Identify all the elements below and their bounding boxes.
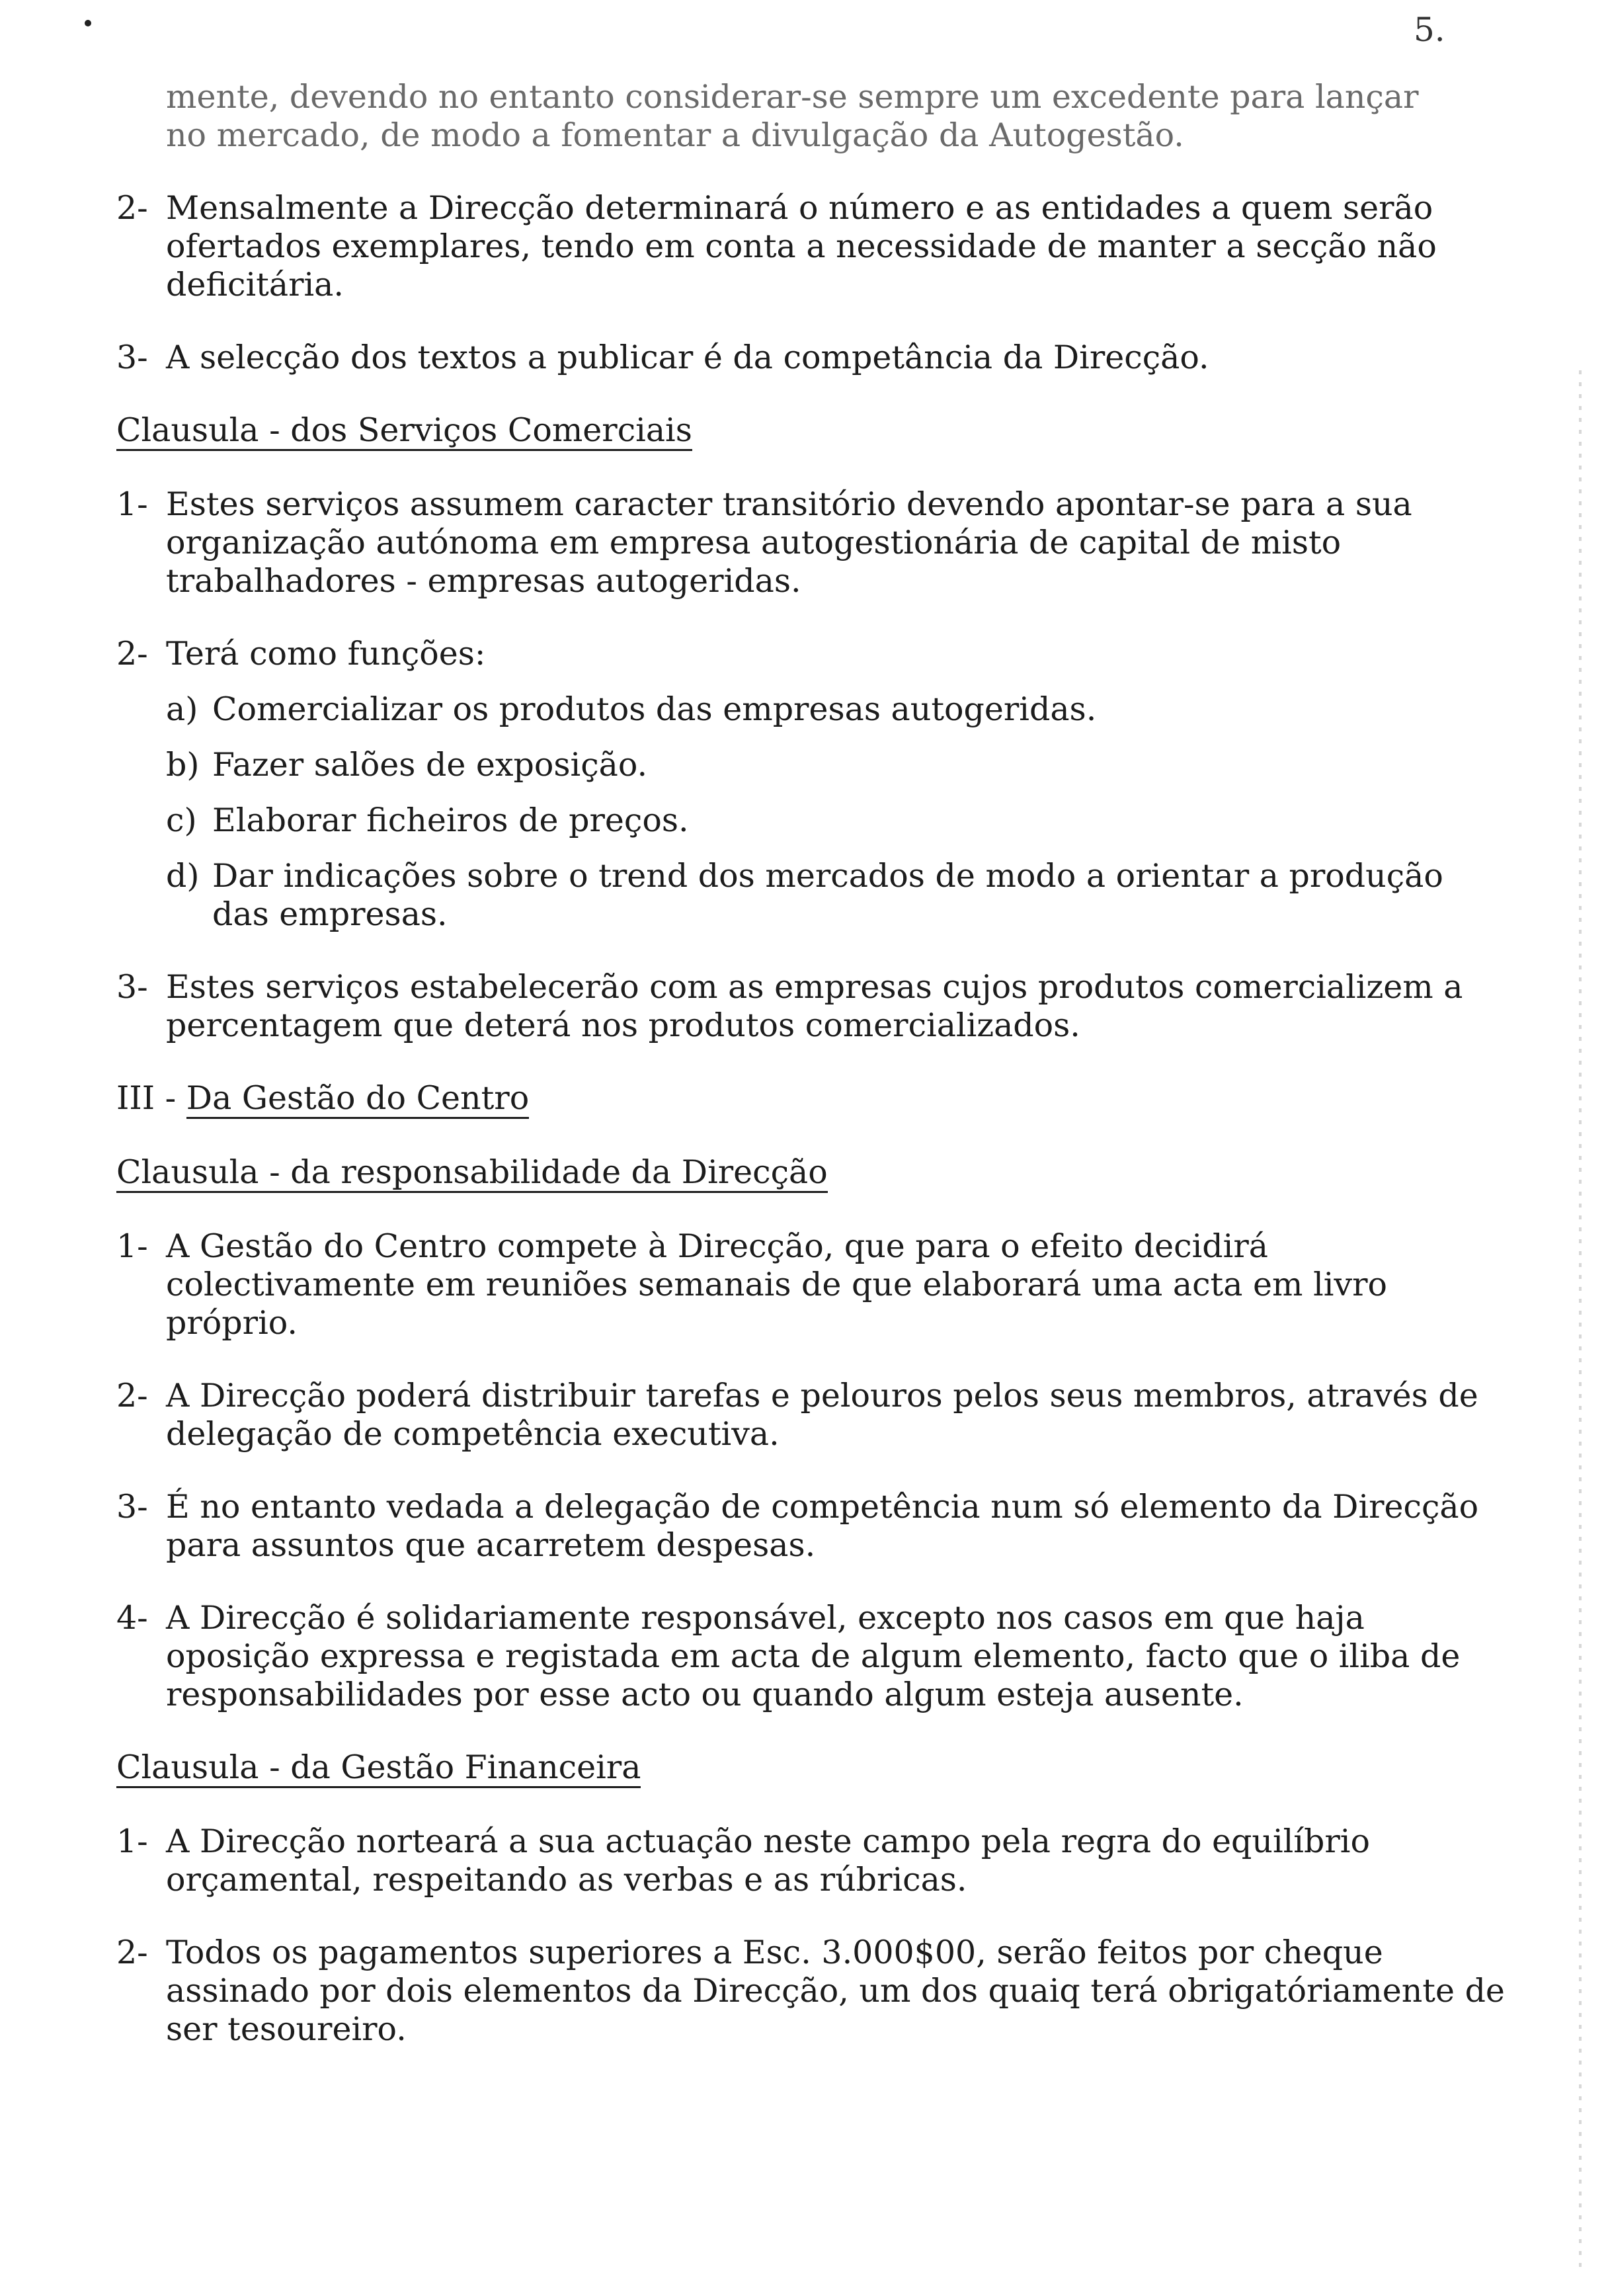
funcao-d xyxy=(116,857,1505,934)
item-number: 1- xyxy=(116,1227,148,1265)
heading-gestao-financeira: Clausula - da Gestão Financeira xyxy=(116,1750,641,1788)
sub-letter: d) xyxy=(166,857,200,895)
item-number: 1- xyxy=(116,485,148,523)
item-text: Todos os pagamentos superiores a Esc. 3.000$00, serão feitos por cheque assinado por dois elementos da Direcção, um dos quaiq terá obrigatóriamente de ser tesoureiro. xyxy=(166,1934,1505,2048)
direccao-item-1 xyxy=(116,1227,1505,1342)
publication-item-2 xyxy=(116,189,1505,304)
item-text: A Direcção norteará a sua actuação neste campo pela regra do equilíbrio orçamental, respeitando as verbas e as rúbricas. xyxy=(166,1823,1370,1899)
item-text: Terá como funções: xyxy=(166,635,486,673)
sub-text: Elaborar ficheiros de preços. xyxy=(212,801,689,839)
item-text: Estes serviços assumem caracter transitório devendo apontar-se para a sua organização autónoma em empresa autogestionária de capital de misto trabalhadores - empresas autogeridas. xyxy=(166,485,1412,600)
direccao-item-4 xyxy=(116,1599,1505,1714)
heading-gestao-centro: Da Gestão do Centro xyxy=(186,1081,529,1119)
item-number: 2- xyxy=(116,635,148,673)
item-text: Mensalmente a Direcção determinará o número e as entidades a quem serão ofertados exemplares, tendo em conta a necessidade de manter a secção não deficitária. xyxy=(166,189,1437,304)
intro-paragraph xyxy=(116,78,1505,155)
financeira-item-2 xyxy=(116,1934,1505,2049)
item-text: A Direcção é solidariamente responsável, excepto nos casos em que haja oposição expressa e registada em acta de algum elemento, facto que o iliba de responsabilidades por esse acto ou quando algum esteja ausente. xyxy=(166,1599,1461,1713)
sub-text: Comercializar os produtos das empresas autogeridas. xyxy=(212,690,1097,728)
funcao-c xyxy=(116,801,1505,840)
sub-letter: c) xyxy=(166,801,197,839)
financeira-item-1 xyxy=(116,1823,1505,1899)
item-number: 3- xyxy=(116,339,148,376)
item-number: 2- xyxy=(116,189,148,227)
item-number: 2- xyxy=(116,1934,148,1971)
item-number: 1- xyxy=(116,1823,148,1860)
item-text: Estes serviços estabelecerão com as empresas cujos produtos comercializem a percentagem que deterá nos produtos comercializados. xyxy=(166,968,1463,1044)
binding-edge-marks xyxy=(1579,370,1582,2275)
item-text: A Gestão do Centro compete à Direcção, que para o efeito decidirá colectivamente em reuniões semanais de que elaborará uma acta em livro próprio. xyxy=(166,1227,1388,1342)
item-number: 4- xyxy=(116,1599,148,1637)
funcao-b xyxy=(116,746,1505,784)
comerciais-item-1 xyxy=(116,485,1505,600)
sub-text: Fazer salões de exposição. xyxy=(212,746,648,784)
item-text: É no entanto vedada a delegação de competência num só elemento da Direcção para assuntos que acarretem despesas. xyxy=(166,1488,1479,1564)
margin-dot xyxy=(85,20,91,26)
item-text: A selecção dos textos a publicar é da competância da Direcção. xyxy=(166,339,1209,376)
heading-servicos-comerciais: Clausula - dos Serviços Comerciais xyxy=(116,413,692,451)
section-iii-prefix: III - xyxy=(116,1079,186,1117)
sub-letter: b) xyxy=(166,746,200,784)
page-number: 5. xyxy=(1414,11,1445,49)
sub-letter: a) xyxy=(166,690,198,728)
heading-responsabilidade-direccao: Clausula - da responsabilidade da Direcção xyxy=(116,1155,828,1193)
item-number: 3- xyxy=(116,1488,148,1526)
item-number: 3- xyxy=(116,968,148,1006)
sub-text: Dar indicações sobre o trend dos mercados de modo a orientar a produção das empresas. xyxy=(212,857,1443,933)
intro-line-2: no mercado, de modo a fomentar a divulgação da Autogestão. xyxy=(166,116,1184,154)
direccao-item-3 xyxy=(116,1488,1505,1565)
comerciais-item-2 xyxy=(116,635,1505,673)
section-iii-heading xyxy=(116,1079,1505,1119)
funcao-a xyxy=(116,690,1505,729)
intro-line-1: mente, devendo no entanto considerar-se sempre um excedente para lançar xyxy=(166,78,1419,116)
comerciais-item-3 xyxy=(116,968,1505,1045)
document-body xyxy=(116,78,1505,2049)
item-text: A Direcção poderá distribuir tarefas e pelouros pelos seus membros, através de delegação de competência executiva. xyxy=(166,1377,1478,1453)
direccao-item-2 xyxy=(116,1377,1505,1454)
publication-item-3 xyxy=(116,339,1505,377)
item-number: 2- xyxy=(116,1377,148,1414)
